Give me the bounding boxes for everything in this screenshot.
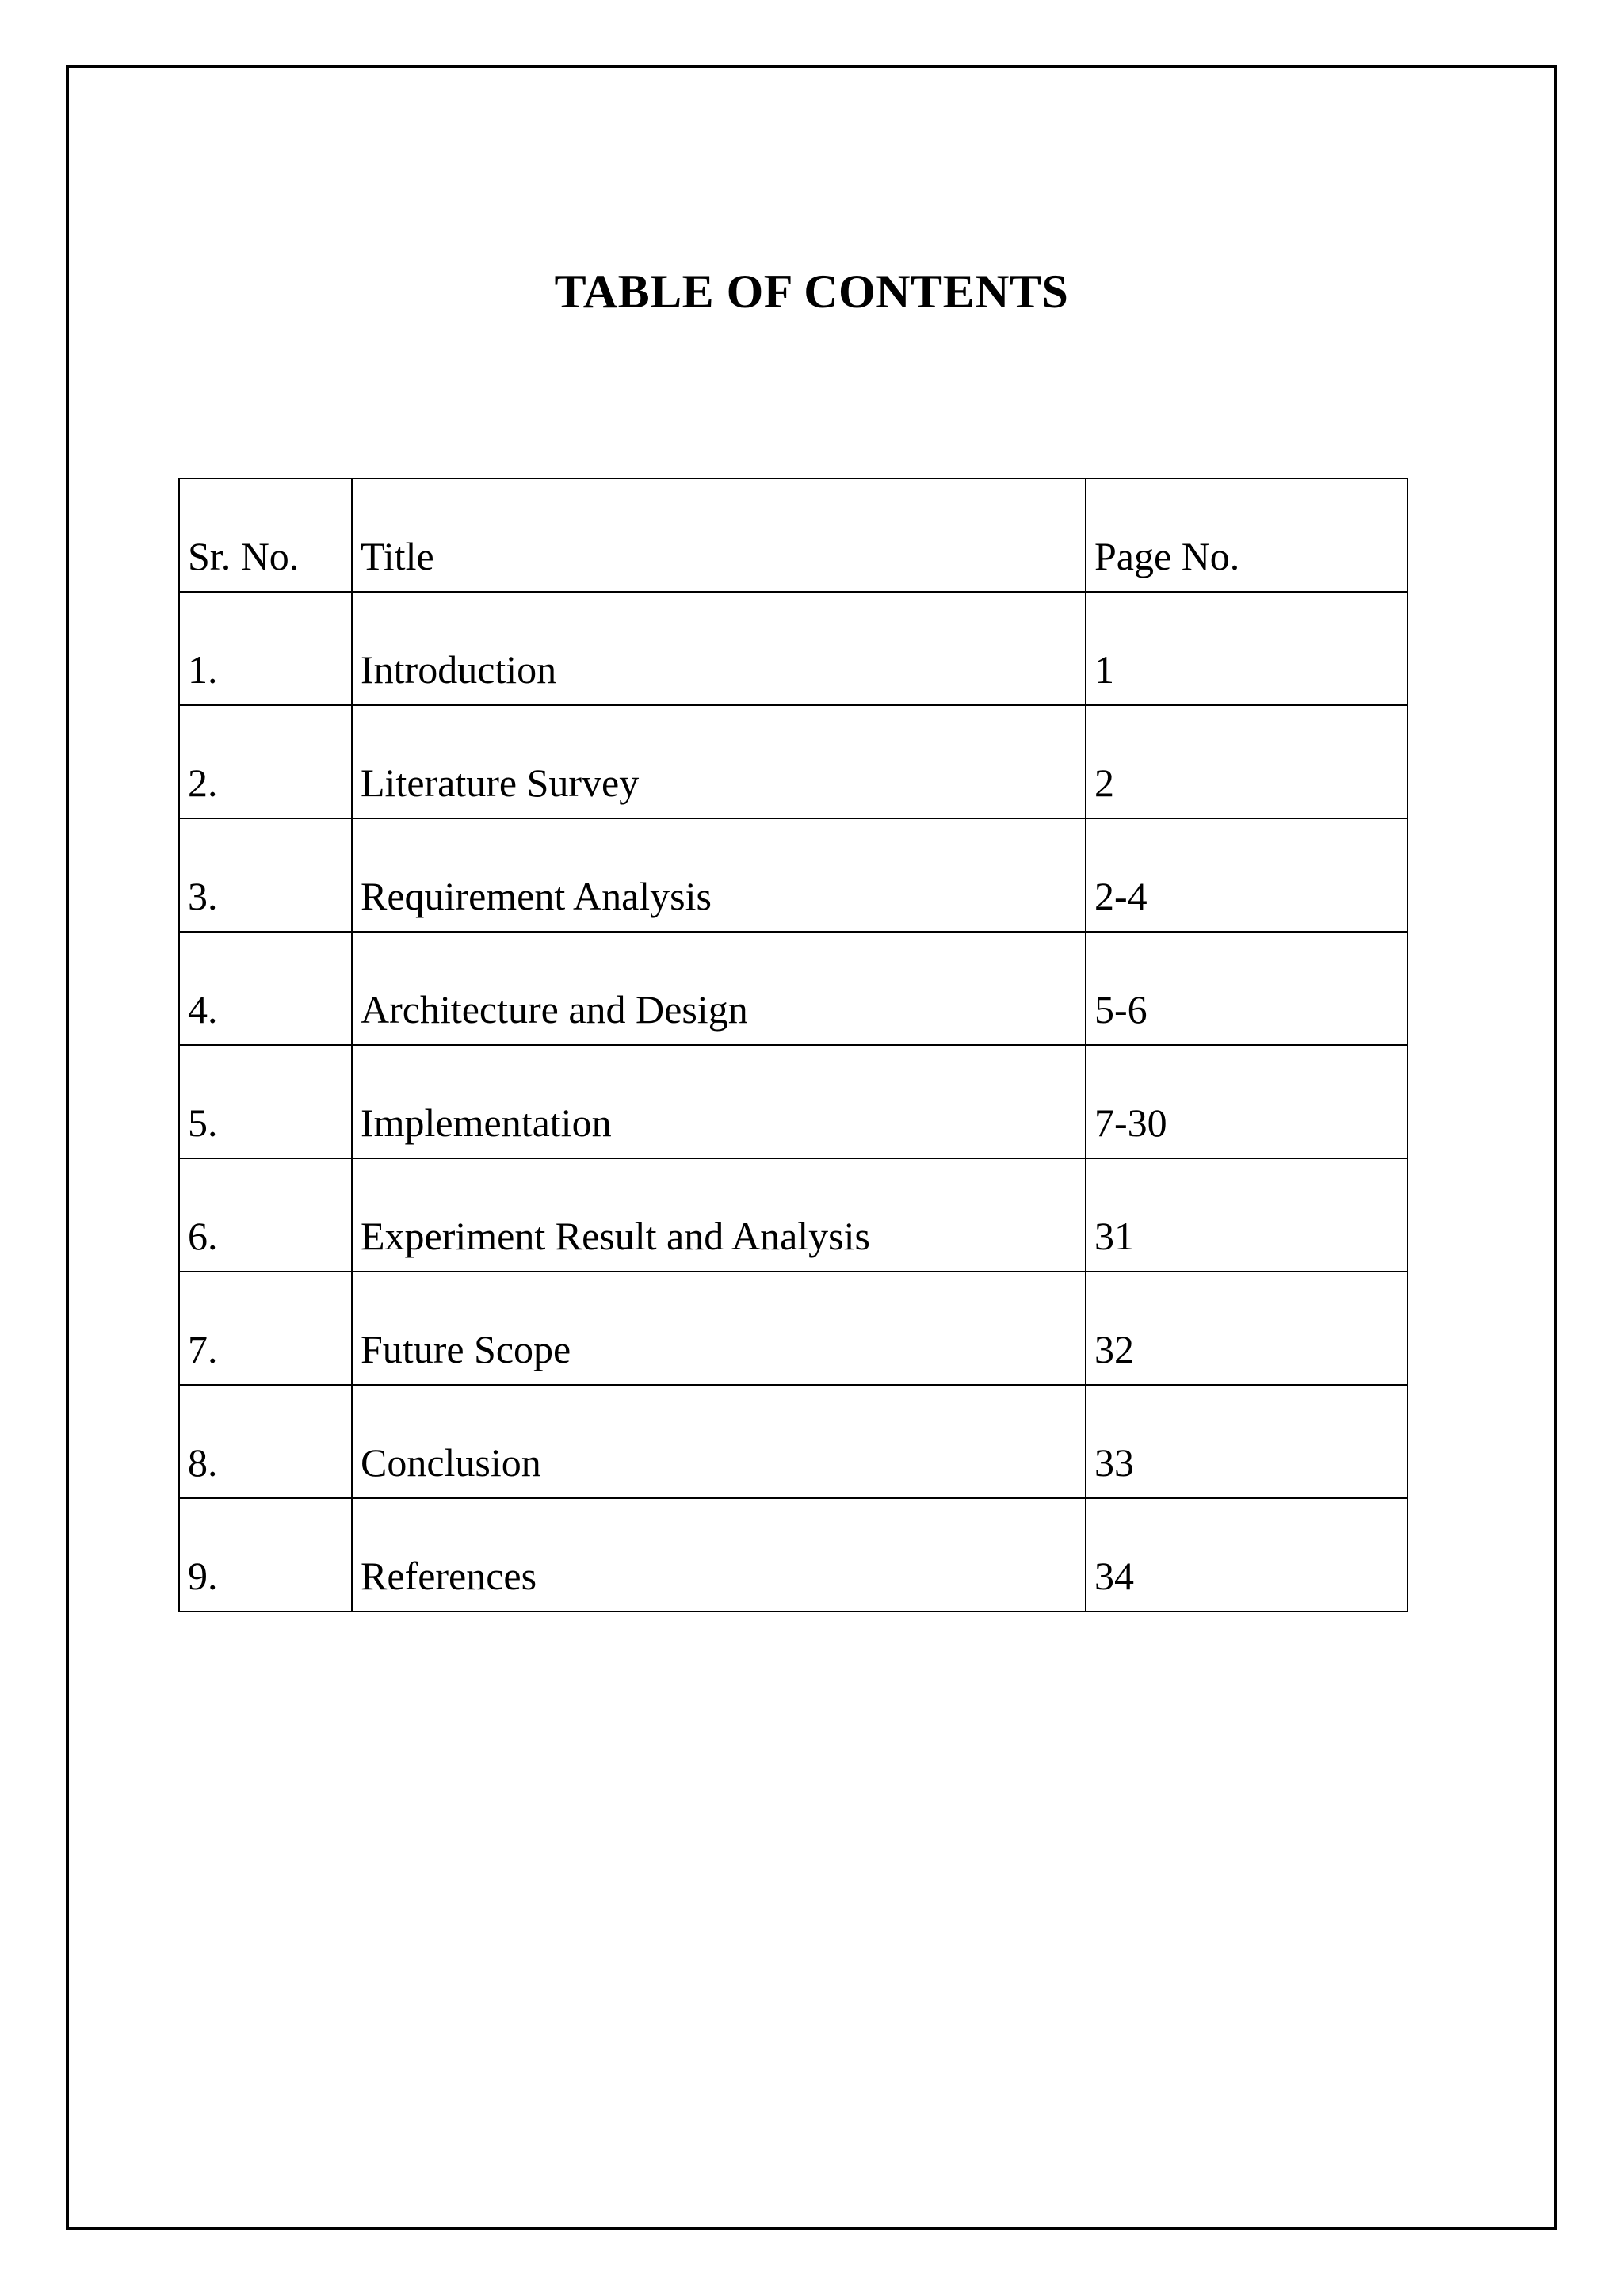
row-page-no: 2-4: [1086, 818, 1407, 932]
row-page-no: 1: [1086, 592, 1407, 705]
row-sr-no: 7.: [179, 1272, 352, 1385]
row-title: Experiment Result and Analysis: [352, 1158, 1086, 1272]
row-title: Introduction: [352, 592, 1086, 705]
table-header-row: [179, 479, 1407, 592]
row-title: Architecture and Design: [352, 932, 1086, 1045]
row-title: Conclusion: [352, 1385, 1086, 1498]
row-page-no: 33: [1086, 1385, 1407, 1498]
row-page-no: 2: [1086, 705, 1407, 818]
table-row: [179, 1158, 1407, 1272]
header-title: Title: [352, 479, 1086, 592]
table-row: [179, 1498, 1407, 1611]
row-sr-no: 8.: [179, 1385, 352, 1498]
page-title: TABLE OF CONTENTS: [554, 265, 1069, 318]
row-sr-no: 9.: [179, 1498, 352, 1611]
row-page-no: 31: [1086, 1158, 1407, 1272]
row-sr-no: 1.: [179, 592, 352, 705]
row-title: Requirement Analysis: [352, 818, 1086, 932]
row-page-no: 5-6: [1086, 932, 1407, 1045]
header-page-no: Page No.: [1086, 479, 1407, 592]
toc-table: [178, 478, 1408, 1612]
row-sr-no: 3.: [179, 818, 352, 932]
table-row: [179, 1272, 1407, 1385]
row-title: References: [352, 1498, 1086, 1611]
table-row: [179, 1045, 1407, 1158]
row-sr-no: 6.: [179, 1158, 352, 1272]
table-row: [179, 1385, 1407, 1498]
row-page-no: 34: [1086, 1498, 1407, 1611]
table-row: [179, 932, 1407, 1045]
row-sr-no: 4.: [179, 932, 352, 1045]
table-row: [179, 592, 1407, 705]
row-sr-no: 5.: [179, 1045, 352, 1158]
row-sr-no: 2.: [179, 705, 352, 818]
row-title: Future Scope: [352, 1272, 1086, 1385]
table-row: [179, 705, 1407, 818]
row-title: Implementation: [352, 1045, 1086, 1158]
row-title: Literature Survey: [352, 705, 1086, 818]
header-sr-no: Sr. No.: [179, 479, 352, 592]
row-page-no: 7-30: [1086, 1045, 1407, 1158]
row-page-no: 32: [1086, 1272, 1407, 1385]
table-row: [179, 818, 1407, 932]
